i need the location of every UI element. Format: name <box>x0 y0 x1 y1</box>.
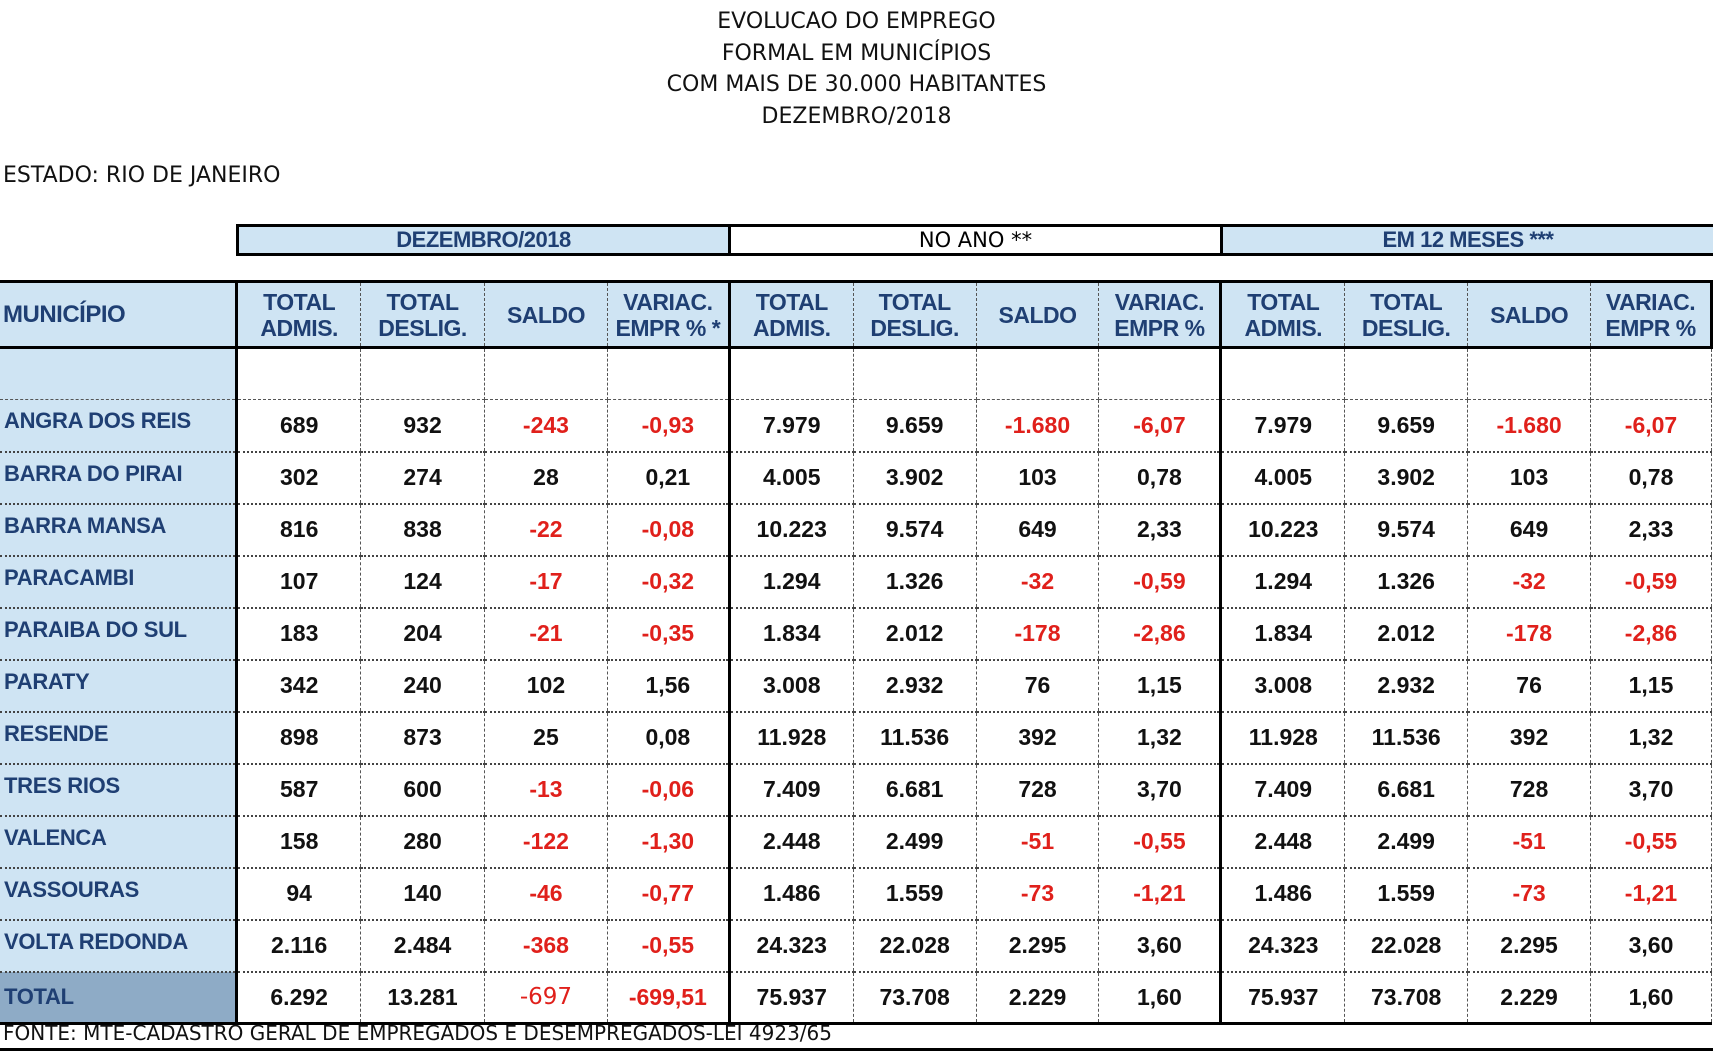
value-cell: 75.937 <box>729 972 853 1024</box>
value-cell: -0,55 <box>1591 816 1712 868</box>
value-cell: -22 <box>485 504 608 556</box>
table-row <box>0 504 1712 556</box>
table-row <box>0 608 1712 660</box>
value-cell: 6.681 <box>853 764 976 816</box>
column-header-g3-1 <box>1345 282 1468 348</box>
column-header-line-2: ADMIS. <box>260 314 338 341</box>
value-cell: -0,06 <box>607 764 729 816</box>
value-cell: 2.484 <box>361 920 485 972</box>
municipio-name: VALENCA <box>0 816 237 868</box>
value-cell: -1.680 <box>976 400 1099 452</box>
value-cell: 103 <box>1468 452 1591 504</box>
value-cell: 107 <box>237 556 361 608</box>
blank-cell <box>1099 348 1221 400</box>
value-cell: 3,70 <box>1099 764 1221 816</box>
value-cell: 3,60 <box>1591 920 1712 972</box>
value-cell: 140 <box>361 868 485 920</box>
value-cell: 392 <box>1468 712 1591 764</box>
value-cell: 1,56 <box>607 660 729 712</box>
column-header-g2-3 <box>1099 282 1221 348</box>
value-cell: 649 <box>1468 504 1591 556</box>
group-header-12-meses: EM 12 MESES *** <box>1220 224 1713 256</box>
blank-cell <box>976 348 1099 400</box>
value-cell: 28 <box>485 452 608 504</box>
municipio-name: TRES RIOS <box>0 764 237 816</box>
blank-cell <box>1345 348 1468 400</box>
value-cell: -1,21 <box>1591 868 1712 920</box>
value-cell: 3.008 <box>1221 660 1345 712</box>
value-cell: 3.902 <box>1345 452 1468 504</box>
column-header-line-1: TOTAL <box>1370 288 1443 315</box>
value-cell: 1.834 <box>1221 608 1345 660</box>
value-cell: 6.292 <box>237 972 361 1024</box>
municipio-name: VASSOURAS <box>0 868 237 920</box>
table-row <box>0 920 1712 972</box>
value-cell: -0,35 <box>607 608 729 660</box>
table-row <box>0 452 1712 504</box>
table-row <box>0 868 1712 920</box>
value-cell: 102 <box>485 660 608 712</box>
value-cell: 600 <box>361 764 485 816</box>
value-cell: -21 <box>485 608 608 660</box>
group-header-no-ano: NO ANO ** <box>728 224 1223 256</box>
value-cell: 7.409 <box>1221 764 1345 816</box>
value-cell: 392 <box>976 712 1099 764</box>
value-cell: 816 <box>237 504 361 556</box>
column-header-line-2: ADMIS. <box>752 314 831 341</box>
column-header-municipio: MUNICÍPIO <box>0 282 237 348</box>
blank-cell <box>607 348 729 400</box>
value-cell: 10.223 <box>1221 504 1345 556</box>
value-cell: 649 <box>976 504 1099 556</box>
column-header-g1-2 <box>485 282 608 348</box>
value-cell: 73.708 <box>853 972 976 1024</box>
value-cell: 342 <box>237 660 361 712</box>
column-header-line-1: VARIAC. <box>1114 288 1205 315</box>
value-cell: 75.937 <box>1221 972 1345 1024</box>
value-cell: 10.223 <box>729 504 853 556</box>
value-cell: -13 <box>485 764 608 816</box>
value-cell: 1.834 <box>729 608 853 660</box>
value-cell: -51 <box>976 816 1099 868</box>
value-cell: -6,07 <box>1591 400 1712 452</box>
column-header-line-1: TOTAL <box>878 288 951 315</box>
title-line-1: EVOLUCAO DO EMPREGO <box>717 9 996 34</box>
value-cell: -17 <box>485 556 608 608</box>
value-cell: 2.448 <box>1221 816 1345 868</box>
value-cell: 7.979 <box>729 400 853 452</box>
value-cell: 11.928 <box>729 712 853 764</box>
source-note: FONTE: MTE-CADASTRO GERAL DE EMPREGADOS E DESEMPREGADOS-LEI 4923/65 <box>0 1021 1713 1051</box>
column-header-g3-0 <box>1221 282 1345 348</box>
value-cell: 4.005 <box>1221 452 1345 504</box>
value-cell: -243 <box>485 400 608 452</box>
value-cell: 7.409 <box>729 764 853 816</box>
value-cell: 587 <box>237 764 361 816</box>
column-header-line-1: SALDO <box>998 301 1077 328</box>
estado-label: ESTADO: RIO DE JANEIRO <box>3 163 281 188</box>
column-header-line-2: EMPR % <box>1605 314 1696 341</box>
value-cell: -0,08 <box>607 504 729 556</box>
value-cell: 280 <box>361 816 485 868</box>
value-cell: 158 <box>237 816 361 868</box>
column-header-g3-2 <box>1468 282 1591 348</box>
value-cell: 728 <box>976 764 1099 816</box>
column-header-line-1: TOTAL <box>1247 288 1320 315</box>
municipio-name: PARAIBA DO SUL <box>0 608 237 660</box>
table-body <box>0 348 1712 1024</box>
blank-cell <box>361 348 485 400</box>
value-cell: -0,93 <box>607 400 729 452</box>
value-cell: 2.116 <box>237 920 361 972</box>
table-row <box>0 712 1712 764</box>
value-cell: 24.323 <box>1221 920 1345 972</box>
blank-cell <box>1468 348 1591 400</box>
value-cell: 76 <box>976 660 1099 712</box>
value-cell: 1,15 <box>1591 660 1712 712</box>
title-line-4: DEZEMBRO/2018 <box>761 103 952 129</box>
value-cell: 1.559 <box>1345 868 1468 920</box>
value-cell: 11.928 <box>1221 712 1345 764</box>
value-cell: 240 <box>361 660 485 712</box>
value-cell: 2.229 <box>976 972 1099 1024</box>
value-cell: 204 <box>361 608 485 660</box>
value-cell: 1.326 <box>853 556 976 608</box>
value-cell: 1,15 <box>1099 660 1221 712</box>
column-header-line-2: EMPR % * <box>615 314 721 341</box>
value-cell: 2.012 <box>1345 608 1468 660</box>
value-cell: -699,51 <box>607 972 729 1024</box>
value-cell: 76 <box>1468 660 1591 712</box>
column-header-g2-1 <box>853 282 976 348</box>
value-cell: 1,32 <box>1099 712 1221 764</box>
value-cell: -178 <box>976 608 1099 660</box>
value-cell: 9.659 <box>853 400 976 452</box>
value-cell: 9.574 <box>853 504 976 556</box>
value-cell: 1.486 <box>729 868 853 920</box>
value-cell: 3,60 <box>1099 920 1221 972</box>
value-cell: 2.932 <box>853 660 976 712</box>
value-cell: 2.448 <box>729 816 853 868</box>
table-row <box>0 764 1712 816</box>
municipio-name: TOTAL <box>0 972 237 1024</box>
value-cell: 73.708 <box>1345 972 1468 1024</box>
value-cell: -0,59 <box>1591 556 1712 608</box>
value-cell: 2.229 <box>1468 972 1591 1024</box>
column-header-line-2: DESLIG. <box>378 314 467 341</box>
value-cell: 183 <box>237 608 361 660</box>
value-cell: 94 <box>237 868 361 920</box>
blank-cell <box>1221 348 1345 400</box>
value-cell: 7.979 <box>1221 400 1345 452</box>
value-cell: -368 <box>485 920 608 972</box>
total-row <box>0 972 1712 1024</box>
value-cell: -0,59 <box>1099 556 1221 608</box>
value-cell: 3.902 <box>853 452 976 504</box>
value-cell: 22.028 <box>853 920 976 972</box>
column-header-line-1: VARIAC. <box>623 288 713 315</box>
value-cell: 0,78 <box>1099 452 1221 504</box>
value-cell: 2.295 <box>976 920 1099 972</box>
employment-table <box>0 280 1713 1025</box>
blank-cell <box>485 348 608 400</box>
value-cell: 689 <box>237 400 361 452</box>
value-cell: -2,86 <box>1591 608 1712 660</box>
value-cell: 13.281 <box>361 972 485 1024</box>
column-header-line-1: TOTAL <box>755 288 828 315</box>
value-cell: 0,08 <box>607 712 729 764</box>
group-header-dezembro: DEZEMBRO/2018 <box>236 224 731 256</box>
value-cell: -6,07 <box>1099 400 1221 452</box>
value-cell: 1,32 <box>1591 712 1712 764</box>
municipio-name: PARACAMBI <box>0 556 237 608</box>
column-header-row <box>0 282 1712 348</box>
value-cell: -697 <box>485 972 608 1024</box>
value-cell: 2,33 <box>1591 504 1712 556</box>
column-header-line-1: SALDO <box>1490 301 1569 328</box>
column-header-line-2: EMPR % <box>1114 314 1205 341</box>
column-header-line-2: DESLIG. <box>870 314 959 341</box>
value-cell: -1,21 <box>1099 868 1221 920</box>
value-cell: 3.008 <box>729 660 853 712</box>
table-row <box>0 660 1712 712</box>
column-header-g1-1 <box>361 282 485 348</box>
value-cell: 2.499 <box>1345 816 1468 868</box>
value-cell: 1.294 <box>1221 556 1345 608</box>
column-header-line-2: DESLIG. <box>1361 314 1451 341</box>
table-row <box>0 556 1712 608</box>
value-cell: -178 <box>1468 608 1591 660</box>
value-cell: 25 <box>485 712 608 764</box>
value-cell: 24.323 <box>729 920 853 972</box>
table-row <box>0 816 1712 868</box>
value-cell: 1,60 <box>1591 972 1712 1024</box>
blank-cell <box>853 348 976 400</box>
blank-cell <box>237 348 361 400</box>
value-cell: 0,21 <box>607 452 729 504</box>
value-cell: 873 <box>361 712 485 764</box>
value-cell: 728 <box>1468 764 1591 816</box>
municipio-name: ANGRA DOS REIS <box>0 400 237 452</box>
municipio-name: BARRA MANSA <box>0 504 237 556</box>
value-cell: 0,78 <box>1591 452 1712 504</box>
value-cell: -122 <box>485 816 608 868</box>
value-cell: -73 <box>976 868 1099 920</box>
value-cell: 124 <box>361 556 485 608</box>
title-line-2: FORMAL EM MUNICÍPIOS <box>721 40 992 66</box>
column-header-line-1: TOTAL <box>386 288 459 315</box>
value-cell: 274 <box>361 452 485 504</box>
value-cell: 22.028 <box>1345 920 1468 972</box>
column-header-line-1: SALDO <box>506 301 585 328</box>
column-header-line-1: TOTAL <box>263 288 336 315</box>
value-cell: -1.680 <box>1468 400 1591 452</box>
column-header-g1-0 <box>237 282 361 348</box>
report-title <box>0 6 1713 132</box>
value-cell: 2.932 <box>1345 660 1468 712</box>
municipio-name: RESENDE <box>0 712 237 764</box>
value-cell: 898 <box>237 712 361 764</box>
municipio-name: VOLTA REDONDA <box>0 920 237 972</box>
value-cell: 2,33 <box>1099 504 1221 556</box>
value-cell: -1,30 <box>607 816 729 868</box>
value-cell: -73 <box>1468 868 1591 920</box>
value-cell: 1.486 <box>1221 868 1345 920</box>
value-cell: 9.574 <box>1345 504 1468 556</box>
table-row <box>0 400 1712 452</box>
value-cell: 4.005 <box>729 452 853 504</box>
value-cell: -0,77 <box>607 868 729 920</box>
value-cell: -2,86 <box>1099 608 1221 660</box>
value-cell: 932 <box>361 400 485 452</box>
column-header-g1-3 <box>607 282 729 348</box>
value-cell: 9.659 <box>1345 400 1468 452</box>
value-cell: 3,70 <box>1591 764 1712 816</box>
blank-cell <box>729 348 853 400</box>
value-cell: 2.012 <box>853 608 976 660</box>
blank-cell <box>1591 348 1712 400</box>
value-cell: 1.559 <box>853 868 976 920</box>
value-cell: -46 <box>485 868 608 920</box>
value-cell: 1,60 <box>1099 972 1221 1024</box>
value-cell: 6.681 <box>1345 764 1468 816</box>
value-cell: 2.499 <box>853 816 976 868</box>
value-cell: -0,55 <box>607 920 729 972</box>
value-cell: 1.326 <box>1345 556 1468 608</box>
municipio-name: PARATY <box>0 660 237 712</box>
value-cell: -0,55 <box>1099 816 1221 868</box>
value-cell: -32 <box>976 556 1099 608</box>
column-header-g3-3 <box>1591 282 1712 348</box>
value-cell: -32 <box>1468 556 1591 608</box>
blank-row <box>0 348 1712 400</box>
value-cell: 103 <box>976 452 1099 504</box>
value-cell: -51 <box>1468 816 1591 868</box>
value-cell: 838 <box>361 504 485 556</box>
value-cell: 11.536 <box>1345 712 1468 764</box>
column-header-line-2: ADMIS. <box>1244 314 1323 341</box>
value-cell: 2.295 <box>1468 920 1591 972</box>
value-cell: 302 <box>237 452 361 504</box>
blank-cell <box>0 348 237 400</box>
value-cell: -0,32 <box>607 556 729 608</box>
column-header-g2-2 <box>976 282 1099 348</box>
title-line-3: COM MAIS DE 30.000 HABITANTES <box>666 72 1047 97</box>
value-cell: 1.294 <box>729 556 853 608</box>
value-cell: 11.536 <box>853 712 976 764</box>
column-header-line-1: VARIAC. <box>1605 288 1696 315</box>
column-header-g2-0 <box>729 282 853 348</box>
municipio-name: BARRA DO PIRAI <box>0 452 237 504</box>
